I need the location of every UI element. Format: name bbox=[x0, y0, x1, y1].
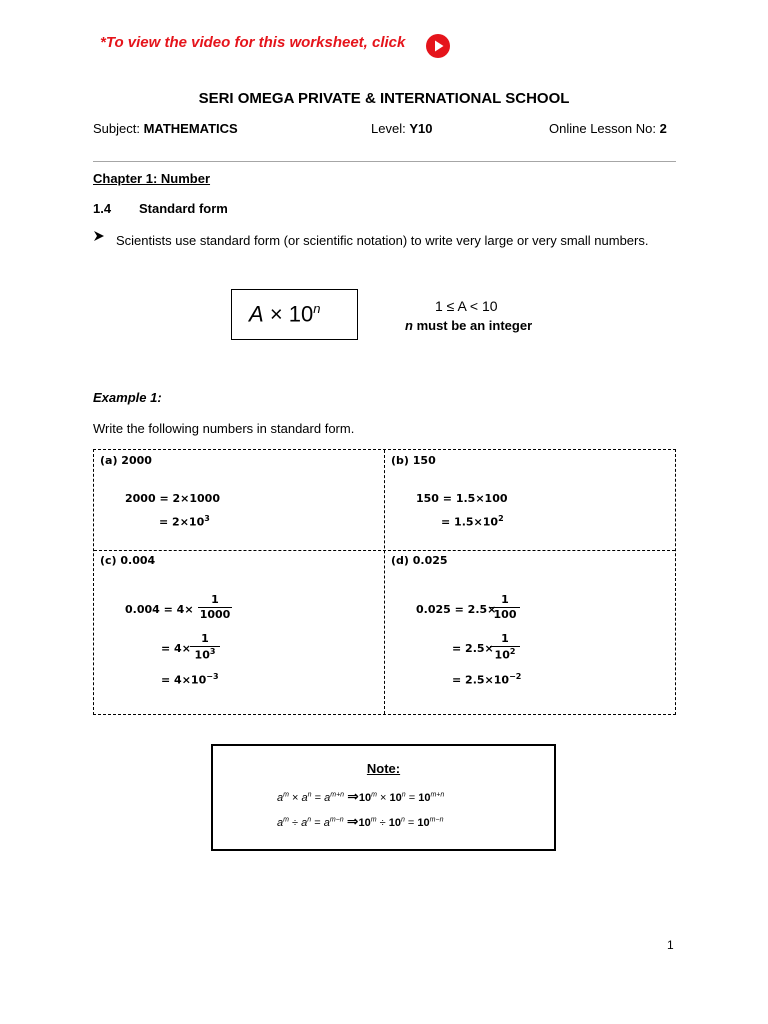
part-a-step2: = $2\times 10^3$ bbox=[159, 514, 210, 529]
level-value: Y10 bbox=[409, 121, 433, 136]
part-d-step1: 0.025 = 2.5× bbox=[416, 603, 497, 616]
intro-text: Scientists use standard form (or scientific notation) to write very large or very small numbers. bbox=[116, 233, 649, 248]
part-b-label: (b) 150 bbox=[391, 454, 436, 467]
part-d-step3: = $2.5\times 10^{-2}$ bbox=[452, 672, 522, 687]
standard-form-formula: A × 10$^n$ bbox=[249, 301, 321, 327]
note-title: Note: bbox=[366, 761, 401, 776]
condition-range: 1 ≤ A < 10 bbox=[435, 298, 498, 314]
lesson-value: 2 bbox=[659, 121, 667, 136]
lesson-field bbox=[549, 121, 667, 136]
example-title: Example 1: bbox=[93, 390, 162, 405]
play-video-button[interactable] bbox=[426, 34, 450, 58]
subject-label: Subject: bbox=[93, 121, 144, 136]
arrow-bullet-icon bbox=[93, 229, 105, 248]
standard-form-box bbox=[231, 289, 358, 340]
part-a-step1: 2000 = 2×1000 bbox=[125, 492, 220, 505]
note-rule-multiply: $a^m \times a^n = a^{m+n}$ $\Rightarrow 10^m \times 10^n = 10^{m+n}$ bbox=[277, 788, 445, 804]
part-c-label: (c) 0.004 bbox=[100, 554, 156, 567]
level-field bbox=[371, 121, 432, 136]
part-c-frac2: 1 $10^3$ bbox=[190, 632, 220, 662]
note-box bbox=[211, 744, 556, 851]
school-name: SERI OMEGA PRIVATE & INTERNATIONAL SCHOOL bbox=[198, 90, 570, 107]
header-divider bbox=[93, 161, 676, 162]
part-a-label: (a) 2000 bbox=[100, 454, 152, 467]
video-link-text: *To view the video for this worksheet, click bbox=[100, 34, 406, 51]
part-d-frac1: 1 100 bbox=[490, 593, 520, 621]
part-c-step3: = $4\times 10^{-3}$ bbox=[161, 672, 219, 687]
part-d-label: (d) 0.025 bbox=[391, 554, 448, 567]
part-d-step2: = 2.5× bbox=[452, 642, 494, 655]
condition-integer: n must be an integer bbox=[405, 318, 533, 333]
part-d-frac2: 1 $10^2$ bbox=[490, 632, 520, 662]
part-c-frac1: 1 1000 bbox=[199, 593, 231, 621]
level-label: Level: bbox=[371, 121, 410, 136]
note-rule-divide: $a^m \div a^n = a^{m-n}$ $\Rightarrow 10^m \div 10^n = 10^{m-n}$ bbox=[277, 813, 444, 829]
page-number: 1 bbox=[667, 938, 674, 952]
chapter-heading: Chapter 1: Number bbox=[93, 171, 211, 186]
section-title: Standard form bbox=[139, 201, 228, 216]
subject-field bbox=[93, 121, 238, 136]
part-b-step1: 150 = 1.5×100 bbox=[416, 492, 508, 505]
example-grid bbox=[93, 449, 676, 715]
part-c-step2: = 4× bbox=[161, 642, 191, 655]
section-number: 1.4 bbox=[93, 201, 112, 216]
example-instruction: Write the following numbers in standard form. bbox=[93, 421, 355, 436]
lesson-label: Online Lesson No: bbox=[549, 121, 660, 136]
part-c-step1: 0.004 = 4× bbox=[125, 603, 194, 616]
subject-value: MATHEMATICS bbox=[143, 121, 238, 136]
part-b-step2: = $1.5\times 10^2$ bbox=[441, 514, 504, 529]
play-icon bbox=[426, 34, 450, 58]
